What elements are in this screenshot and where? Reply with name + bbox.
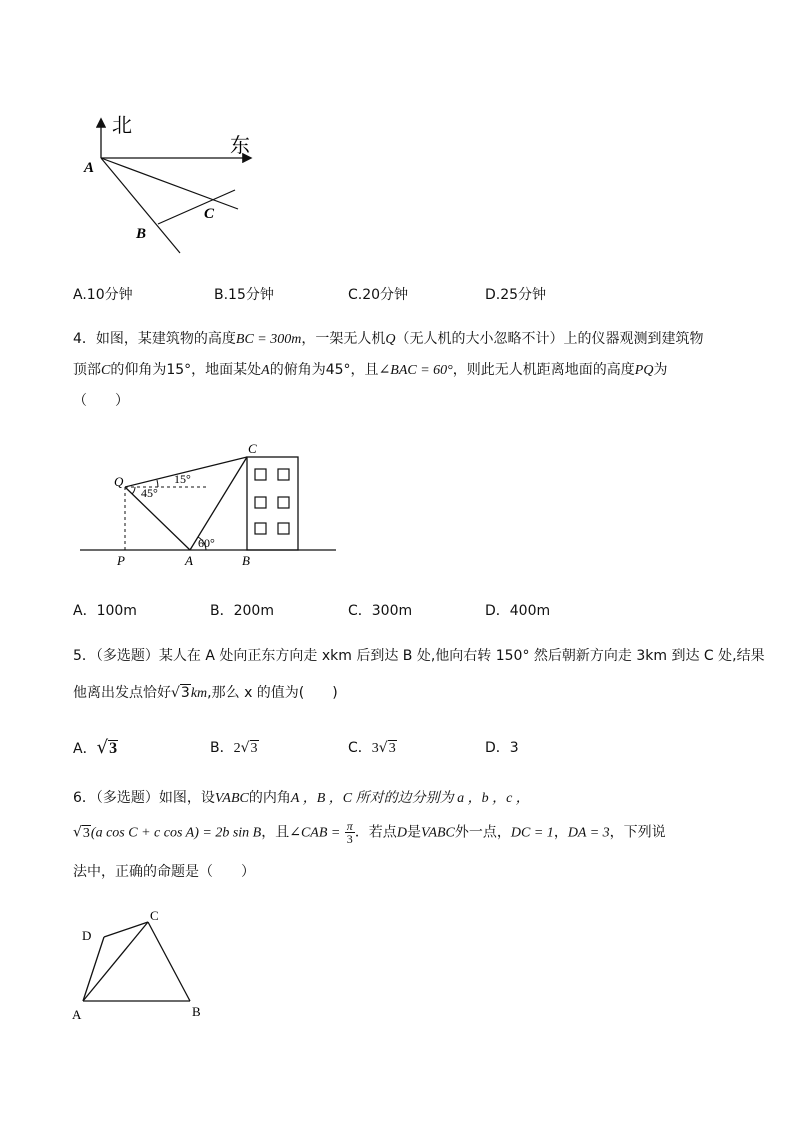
label-north: 北 <box>112 115 132 137</box>
angle-label-45: 45° <box>141 486 158 500</box>
angle-arc-45 <box>132 487 135 494</box>
q5-line-2: 他离出发点恰好√3km,那么 x 的值为( ) <box>73 685 338 701</box>
window <box>255 469 266 480</box>
q4-drone-figure <box>80 440 342 572</box>
sqrt: 3 <box>180 685 190 701</box>
q3-option-a[interactable]: A.10分钟 <box>73 287 133 303</box>
q3-direction-figure <box>80 110 270 260</box>
segment-ca <box>83 922 148 1001</box>
q5-option-a[interactable]: A．√3 <box>73 737 118 758</box>
q5-option-b[interactable]: B．2√3 <box>210 740 258 756</box>
q4-option-d[interactable]: D．400m <box>485 603 551 619</box>
segment-ad <box>83 937 104 1001</box>
fraction-pi-over-3: $\frac{\pi}{3}$ <box>346 819 353 846</box>
window <box>255 497 266 508</box>
angle-label-15: 15° <box>174 472 191 486</box>
label-b: B <box>136 226 147 242</box>
q4-option-b[interactable]: B．200m <box>210 603 274 619</box>
label-c: C <box>204 206 215 222</box>
window <box>278 523 289 534</box>
label-a: A <box>84 160 95 176</box>
q4-option-a[interactable]: A．100m <box>73 603 137 619</box>
label-p: P <box>117 553 125 568</box>
label-b: B <box>192 1004 201 1019</box>
label-a: A <box>72 1007 82 1022</box>
segment-bc <box>158 190 235 224</box>
q5-option-d[interactable]: D．3 <box>485 740 519 756</box>
angle-label-60: 60° <box>198 536 215 550</box>
q6-line-3: 法中，正确的命题是（ ） <box>73 864 255 880</box>
label-b: B <box>242 553 250 568</box>
label-q: Q <box>114 474 124 489</box>
q5-line-1: 5．（多选题）某人在 A 处向正东方向走 xkm 后到达 B 处,他向右转 150° 然后朝新方向走 3km 到达 C 处,结果 <box>73 648 765 664</box>
label-c: C <box>248 441 257 456</box>
window <box>255 523 266 534</box>
label-d: D <box>82 928 92 943</box>
window <box>278 469 289 480</box>
label-c: C <box>150 908 159 923</box>
label-a: A <box>185 553 193 568</box>
q6-line-1: 6．（多选题）如图，设VABC的内角A ，B ，C 所对的边分别为 a ，b ，c ， <box>73 790 530 806</box>
q6-triangle-figure <box>68 905 213 1025</box>
q3-option-d[interactable]: D.25分钟 <box>485 287 547 303</box>
q4-line-3: （ ） <box>73 393 129 409</box>
q3-option-c[interactable]: C.20分钟 <box>348 287 409 303</box>
q4-line-1: 4．如图，某建筑物的高度BC = 300m，一架无人机Q（无人机的大小忽略不计）上的仪器观测到建筑物 <box>73 331 704 347</box>
q5-option-c[interactable]: C．3√3 <box>348 740 396 756</box>
label-east: 东 <box>230 135 250 157</box>
q6-line-2: √3(a cos C + c cos A) = 2b sin B，且∠CAB = $\frac{\pi}{3}$ ．若点D是VABC外一点，DC = 1，DA = 3，下列说 <box>73 819 666 846</box>
q4-line-2: 顶部C的仰角为15°，地面某处A的俯角为45°，且∠BAC = 60°，则此无人机距离地面的高度PQ为 <box>73 362 668 378</box>
segment-bc <box>148 922 190 1001</box>
q4-option-c[interactable]: C．300m <box>348 603 413 619</box>
q3-option-b[interactable]: B.15分钟 <box>214 287 274 303</box>
window <box>278 497 289 508</box>
